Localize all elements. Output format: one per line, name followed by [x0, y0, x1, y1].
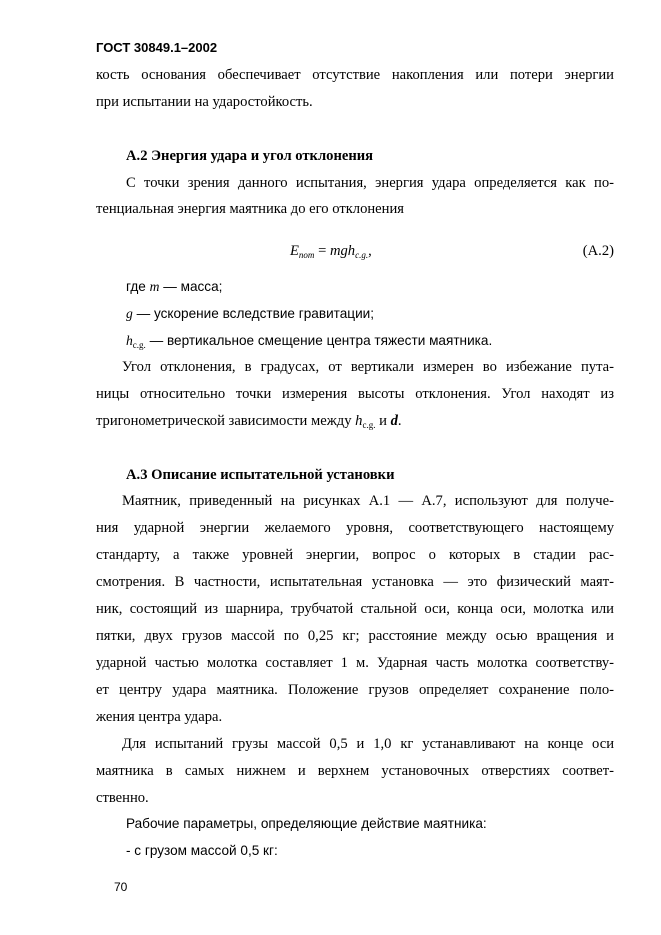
a3-p1-line-7: ударной частью молотка составляет 1 м. Ударная часть молотка соответству- — [96, 655, 614, 671]
a2-p1-line-1: С точки зрения данного испытания, энергия удара определяется как по- — [126, 175, 614, 191]
a3-p1-line-8: ет центру удара маятника. Положение грузов определяет сохранение поло- — [96, 682, 614, 698]
a3-p2-line-2: маятника в самых нижнем и верхнем установочных отверстиях соответ- — [96, 763, 614, 779]
section-a2-heading: А.2 Энергия удара и угол отклонения — [126, 148, 374, 164]
intro-line-2: при испытании на ударостойкость. — [96, 94, 313, 110]
energy-formula: $E_{пот} = mgh_{c.g.}$, — [290, 243, 372, 260]
a3-p3-line: Рабочие параметры, определяющие действие маятника: — [126, 816, 487, 831]
a3-p2-line-3: ственно. — [96, 790, 149, 806]
section-a3-heading: А.3 Описание испытательной установки — [126, 467, 395, 483]
document-code-header: ГОСТ 30849.1–2002 — [96, 40, 218, 55]
a3-p1-line-4: смотрения. В частности, испытательная установка — это физический маят- — [96, 574, 614, 590]
where-g-line: g — ускорение вследствие гравитации; — [126, 306, 375, 321]
a3-p2-line-1: Для испытаний грузы массой 0,5 и 1,0 кг устанавливают на конце оси — [122, 736, 614, 752]
a3-p1-line-3: стандарту, а также уровней энергии, вопрос о которых в стадии рас- — [96, 547, 614, 563]
where-m-line: где m — масса; — [126, 279, 223, 294]
a2-p2-line-1: Угол отклонения, в градусах, от вертикали измерен во избежание пута- — [122, 359, 614, 375]
a3-p1-line-1: Маятник, приведенный на рисунках А.1 — А.7, используют для получе- — [122, 493, 614, 509]
a2-p2-line-2: ницы относительно точки измерения высоты отклонения. Угол находят из — [96, 386, 614, 402]
intro-line-1: кость основания обеспечивает отсутствие накопления или потери энергии — [96, 67, 614, 83]
a3-p4-line: - с грузом массой 0,5 кг: — [126, 843, 278, 858]
formula-number: (А.2) — [582, 243, 614, 259]
a3-p1-line-9: жения центра удара. — [96, 709, 223, 725]
a2-p1-line-2: тенциальная энергия маятника до его отклонения — [96, 201, 404, 217]
where-h-line: $h_{c.g.}$ — вертикальное смещение центра тяжести маятника. — [126, 333, 493, 350]
page-number: 70 — [114, 880, 128, 894]
a2-p2-line-3: тригонометрической зависимости между $h_{c.g.}$ и d. — [96, 413, 402, 430]
a3-p1-line-2: ния ударной энергии желаемого уровня, соответствующего настоящему — [96, 520, 614, 536]
a3-p1-line-5: ник, состоящий из шарнира, трубчатой стальной оси, конца оси, молотка или — [96, 601, 614, 617]
a3-p1-line-6: пятки, двух грузов массой по 0,25 кг; расстояние между осью вращения и — [96, 628, 614, 644]
